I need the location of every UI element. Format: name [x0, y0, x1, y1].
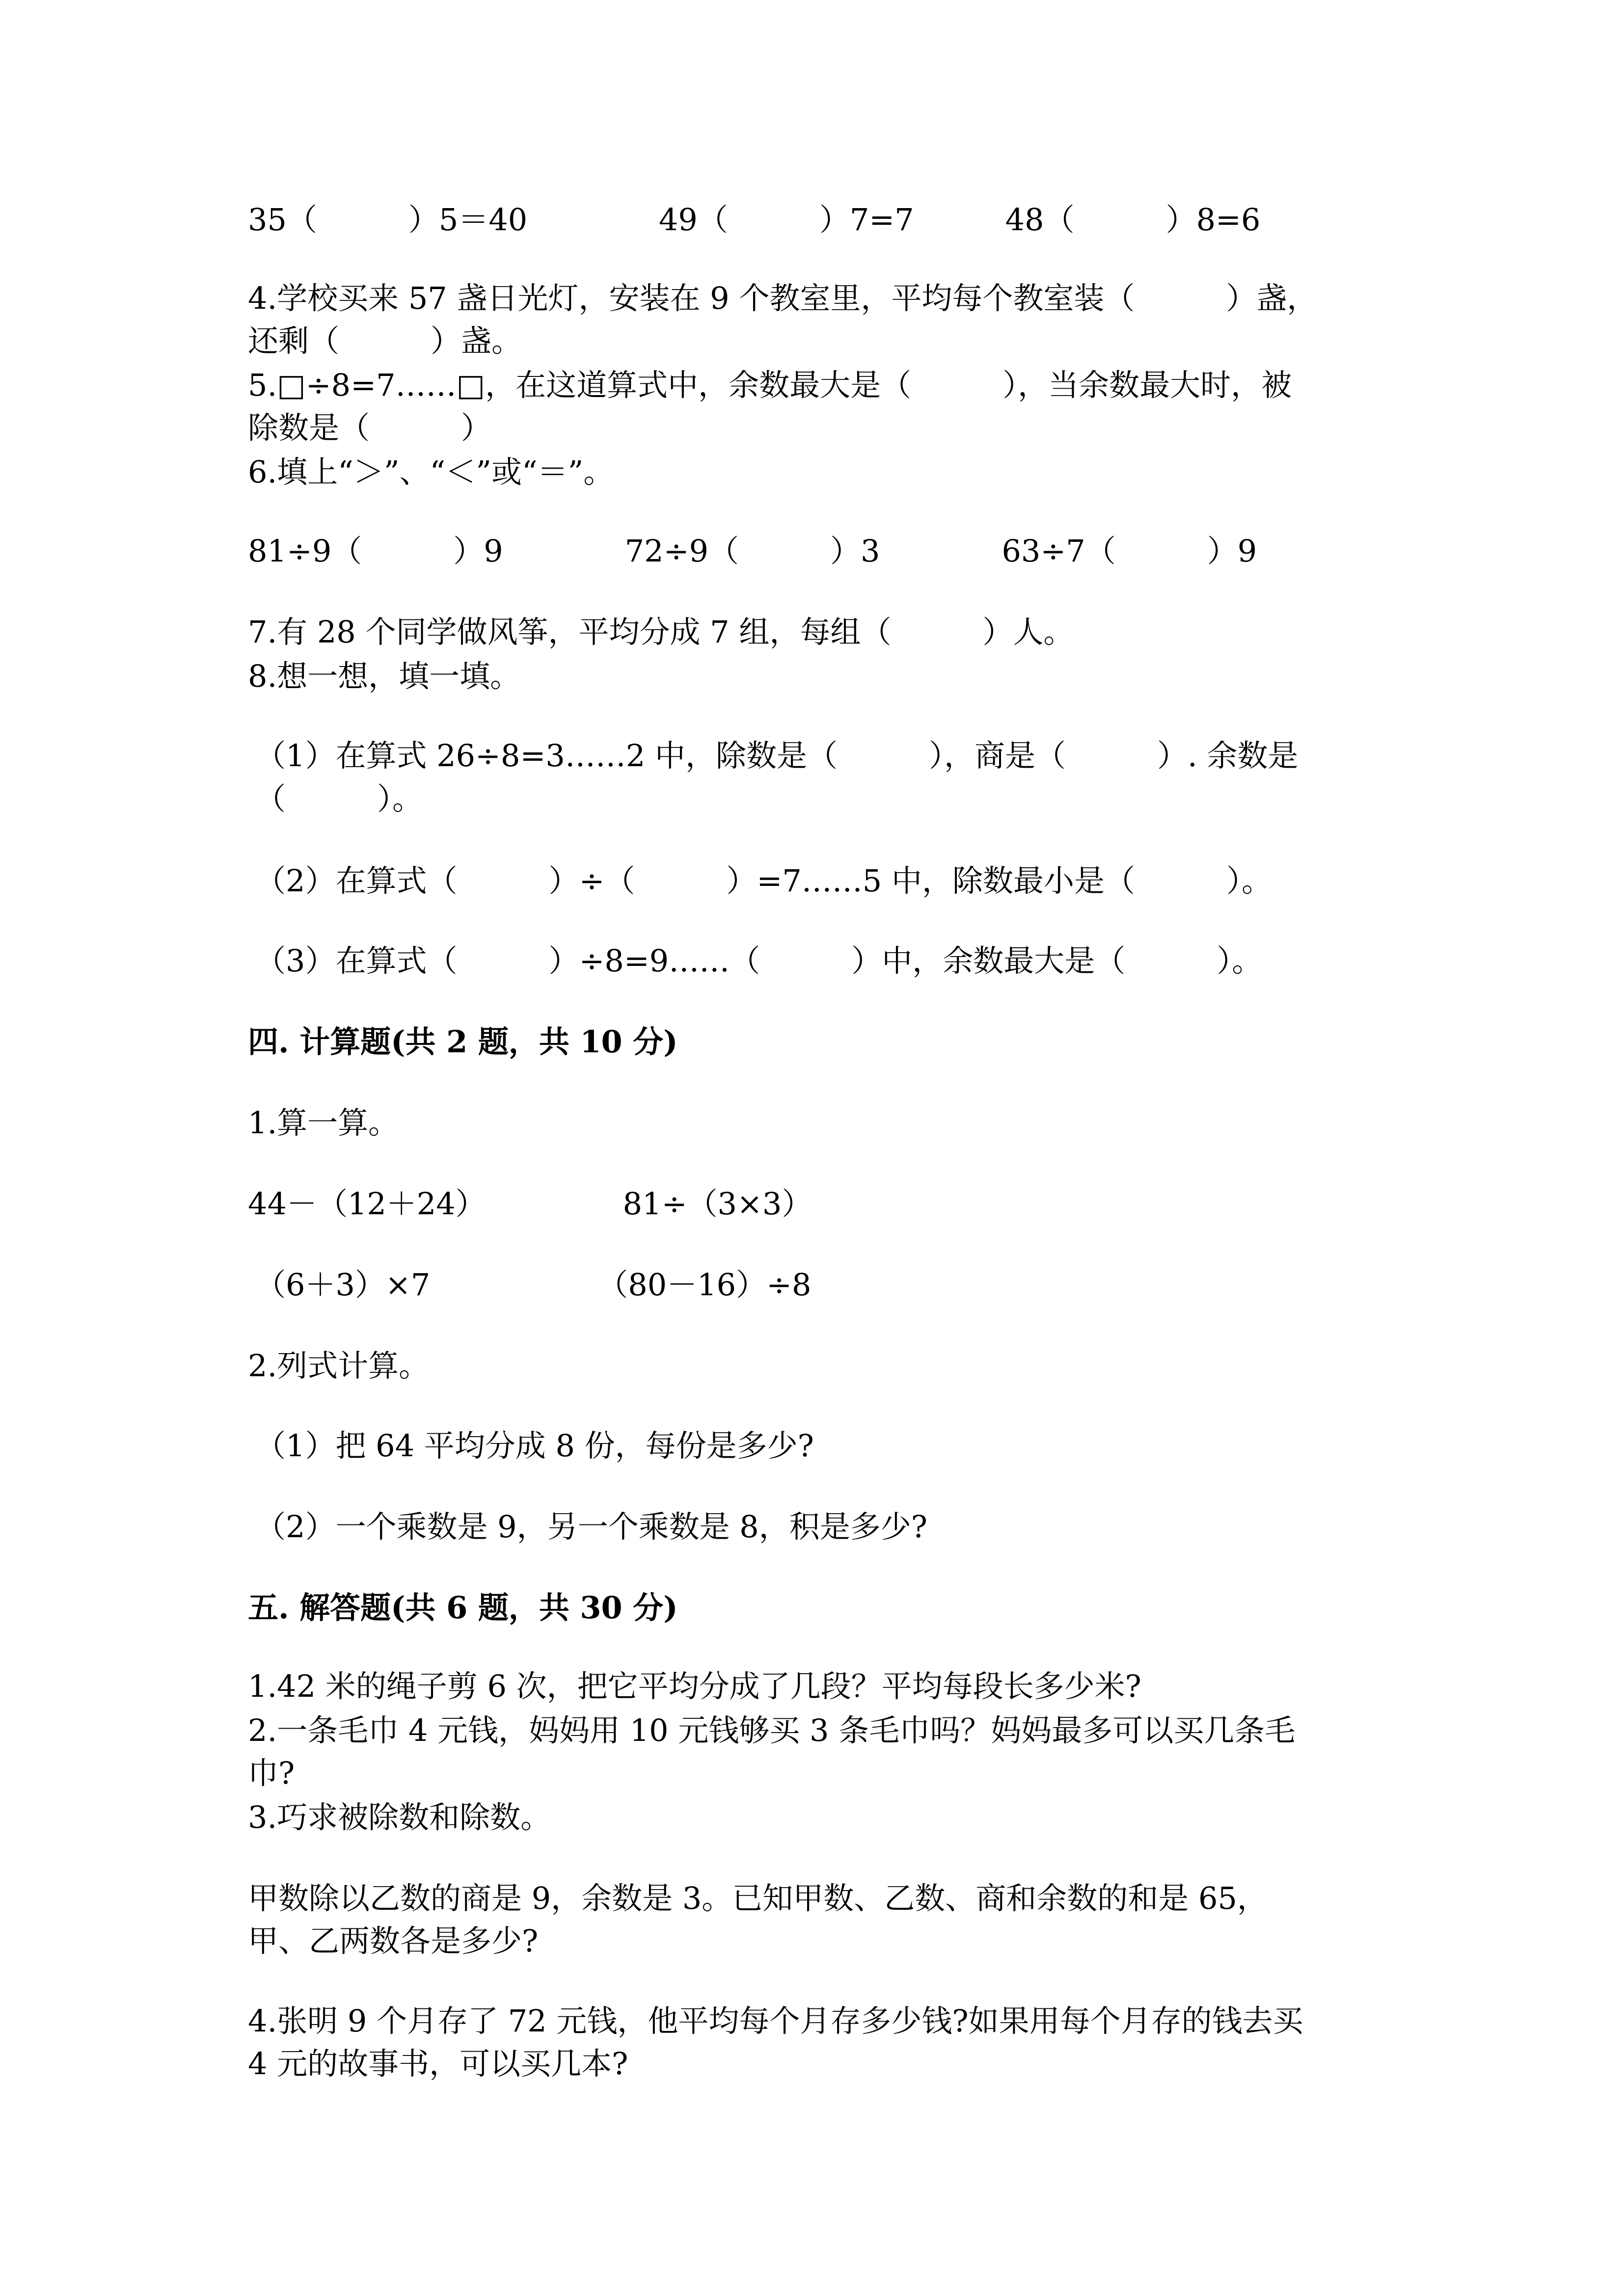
answer-q4-line2: 4 元的故事书，可以买几本? — [248, 2046, 628, 2082]
answer-q3-line1: 甲数除以乙数的商是 9，余数是 3。已知甲数、乙数、商和余数的和是 65， — [248, 1880, 1268, 1916]
q6-instruction: 6.填上“＞”、“＜”或“＝”。 — [248, 454, 614, 490]
calc-q2-part2: （2）一个乘数是 9，另一个乘数是 8，积是多少? — [255, 1509, 927, 1545]
section-five-heading: 五. 解答题(共 6 题，共 30 分) — [248, 1590, 678, 1626]
q8-part3: （3）在算式（ ）÷8=9……（ ）中，余数最大是（ ）。 — [255, 943, 1263, 979]
calc-q2-instruction: 2.列式计算。 — [248, 1348, 430, 1384]
calc-q1-instruction: 1.算一算。 — [248, 1105, 399, 1141]
q5-text-line1: 5.□÷8=7……□，在这道算式中，余数最大是（ ），当余数最大时，被 — [248, 367, 1292, 403]
q7-text: 7.有 28 个同学做风筝，平均分成 7 组，每组（ ）人。 — [248, 614, 1074, 650]
answer-q1: 1.42 米的绳子剪 6 次，把它平均分成了几段？平均每段长多少米? — [248, 1668, 1141, 1704]
q5-text-line2: 除数是（ ） — [248, 410, 492, 446]
answer-q4-line1: 4.张明 9 个月存了 72 元钱，他平均每个月存多少钱?如果用每个月存的钱去买 — [248, 2003, 1303, 2039]
q3-equations-row: 35（ ）5＝40 49（ ）7=7 48（ ）8=6 — [248, 202, 1261, 238]
section-four-heading: 四. 计算题(共 2 题，共 10 分) — [248, 1024, 678, 1060]
q4-text-line1: 4.学校买来 57 盏日光灯，安装在 9 个教室里，平均每个教室装（ ）盏， — [248, 280, 1318, 316]
calc-q2-part1: （1）把 64 平均分成 8 份，每份是多少? — [255, 1428, 814, 1464]
q6-comparisons-row: 81÷9（ ）9 72÷9（ ）3 63÷7（ ）9 — [248, 533, 1257, 569]
calc-q1-row2: （6＋3）×7 （80－16）÷8 — [255, 1267, 812, 1303]
answer-q3-title: 3.巧求被除数和除数。 — [248, 1799, 551, 1835]
answer-q2-line2: 巾? — [248, 1755, 295, 1791]
q8-part1-line1: （1）在算式 26÷8=3……2 中，除数是（ ），商是（ ）. 余数是 — [255, 738, 1299, 774]
answer-q2-line1: 2.一条毛巾 4 元钱，妈妈用 10 元钱够买 3 条毛巾吗？妈妈最多可以买几条毛 — [248, 1712, 1296, 1748]
q4-text-line2: 还剩（ ）盏。 — [248, 323, 522, 359]
answer-q3-line2: 甲、乙两数各是多少? — [248, 1923, 539, 1959]
q8-part2: （2）在算式（ ）÷（ ）=7……5 中，除数最小是（ ）。 — [255, 863, 1272, 899]
calc-q1-row1: 44－（12＋24） 81÷（3×3） — [248, 1186, 812, 1222]
q8-part1-line2: （ ）。 — [255, 781, 423, 817]
q8-instruction: 8.想一想，填一填。 — [248, 658, 521, 694]
